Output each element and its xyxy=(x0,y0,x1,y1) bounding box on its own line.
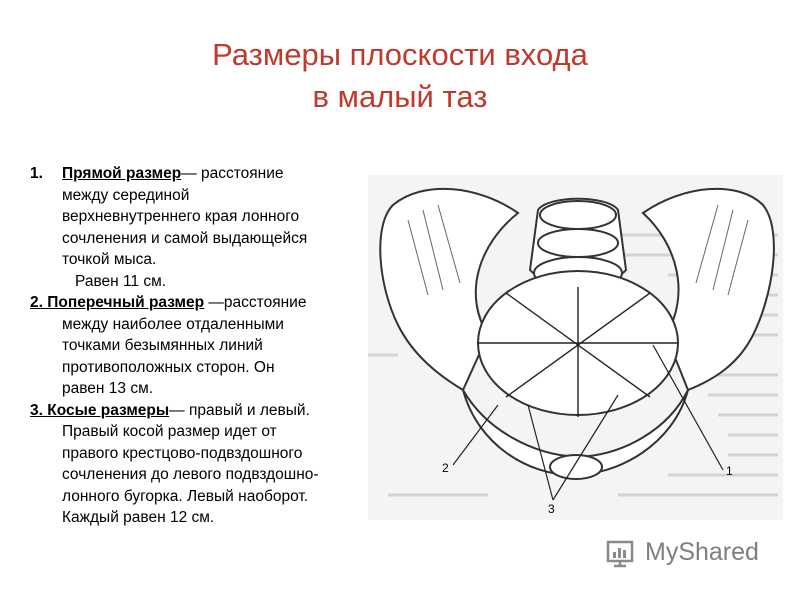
label-2: 2 xyxy=(442,461,449,475)
item-2-line-2: точками безымянных линий xyxy=(62,337,263,354)
title-line-1: Размеры плоскости входа xyxy=(212,37,588,72)
pelvis-illustration xyxy=(368,175,783,520)
item-3-heading: 3. Косые размеры xyxy=(30,401,170,419)
item-1-line-2: верхневнутреннего края лонного xyxy=(62,208,300,225)
item-1-line-5: Равен 11 см. xyxy=(75,272,167,290)
slide-text xyxy=(30,163,375,529)
pubic-symphysis xyxy=(550,455,602,479)
item-3-line-4: лонного бугорка. Левый наоборот. xyxy=(62,487,309,505)
item-3-first-line xyxy=(30,400,375,422)
item-1-number: 1. xyxy=(30,165,43,182)
item-1-line-4: точкой мыса. xyxy=(62,251,157,268)
title-line-2: в малый таз xyxy=(312,79,488,114)
item-2-line-4: равен 13 см. xyxy=(62,380,154,397)
item-2-line-0: —расстояние xyxy=(204,294,307,311)
item-1-line-0: — расстояние xyxy=(181,165,284,182)
item-3-line-5: Каждый равен 12 см. xyxy=(62,509,215,526)
item-3-line-1: Правый косой размер идет от xyxy=(62,423,277,440)
label-1: 1 xyxy=(726,464,733,478)
item-3-line-0: — правый и левый. xyxy=(169,401,310,419)
item-1-first-line xyxy=(30,163,375,185)
myshared-logo xyxy=(605,532,775,572)
myshared-logo-icon xyxy=(605,535,639,569)
label-3: 3 xyxy=(548,502,555,516)
vertebra-middle xyxy=(538,229,618,257)
item-2-line-1: между наиболее отдаленными xyxy=(62,315,284,333)
item-1-heading: Прямой размер xyxy=(62,165,182,182)
item-2-first-line xyxy=(30,292,375,314)
item-2-line-3: противоположных сторон. Он xyxy=(62,358,275,376)
item-2-heading: 2. Поперечный размер xyxy=(30,294,205,311)
item-3-line-3: сочленения до левого подвздошно- xyxy=(62,466,319,483)
item-1-line-1: между серединой xyxy=(62,186,190,204)
slide-title xyxy=(0,34,800,118)
vertebra-top xyxy=(540,201,616,229)
myshared-logo-text: MyShared xyxy=(645,537,759,566)
item-1-line-3: сочленения и самой выдающейся xyxy=(62,229,308,247)
item-3-line-2: правого крестцово-подвздошного xyxy=(62,444,303,462)
